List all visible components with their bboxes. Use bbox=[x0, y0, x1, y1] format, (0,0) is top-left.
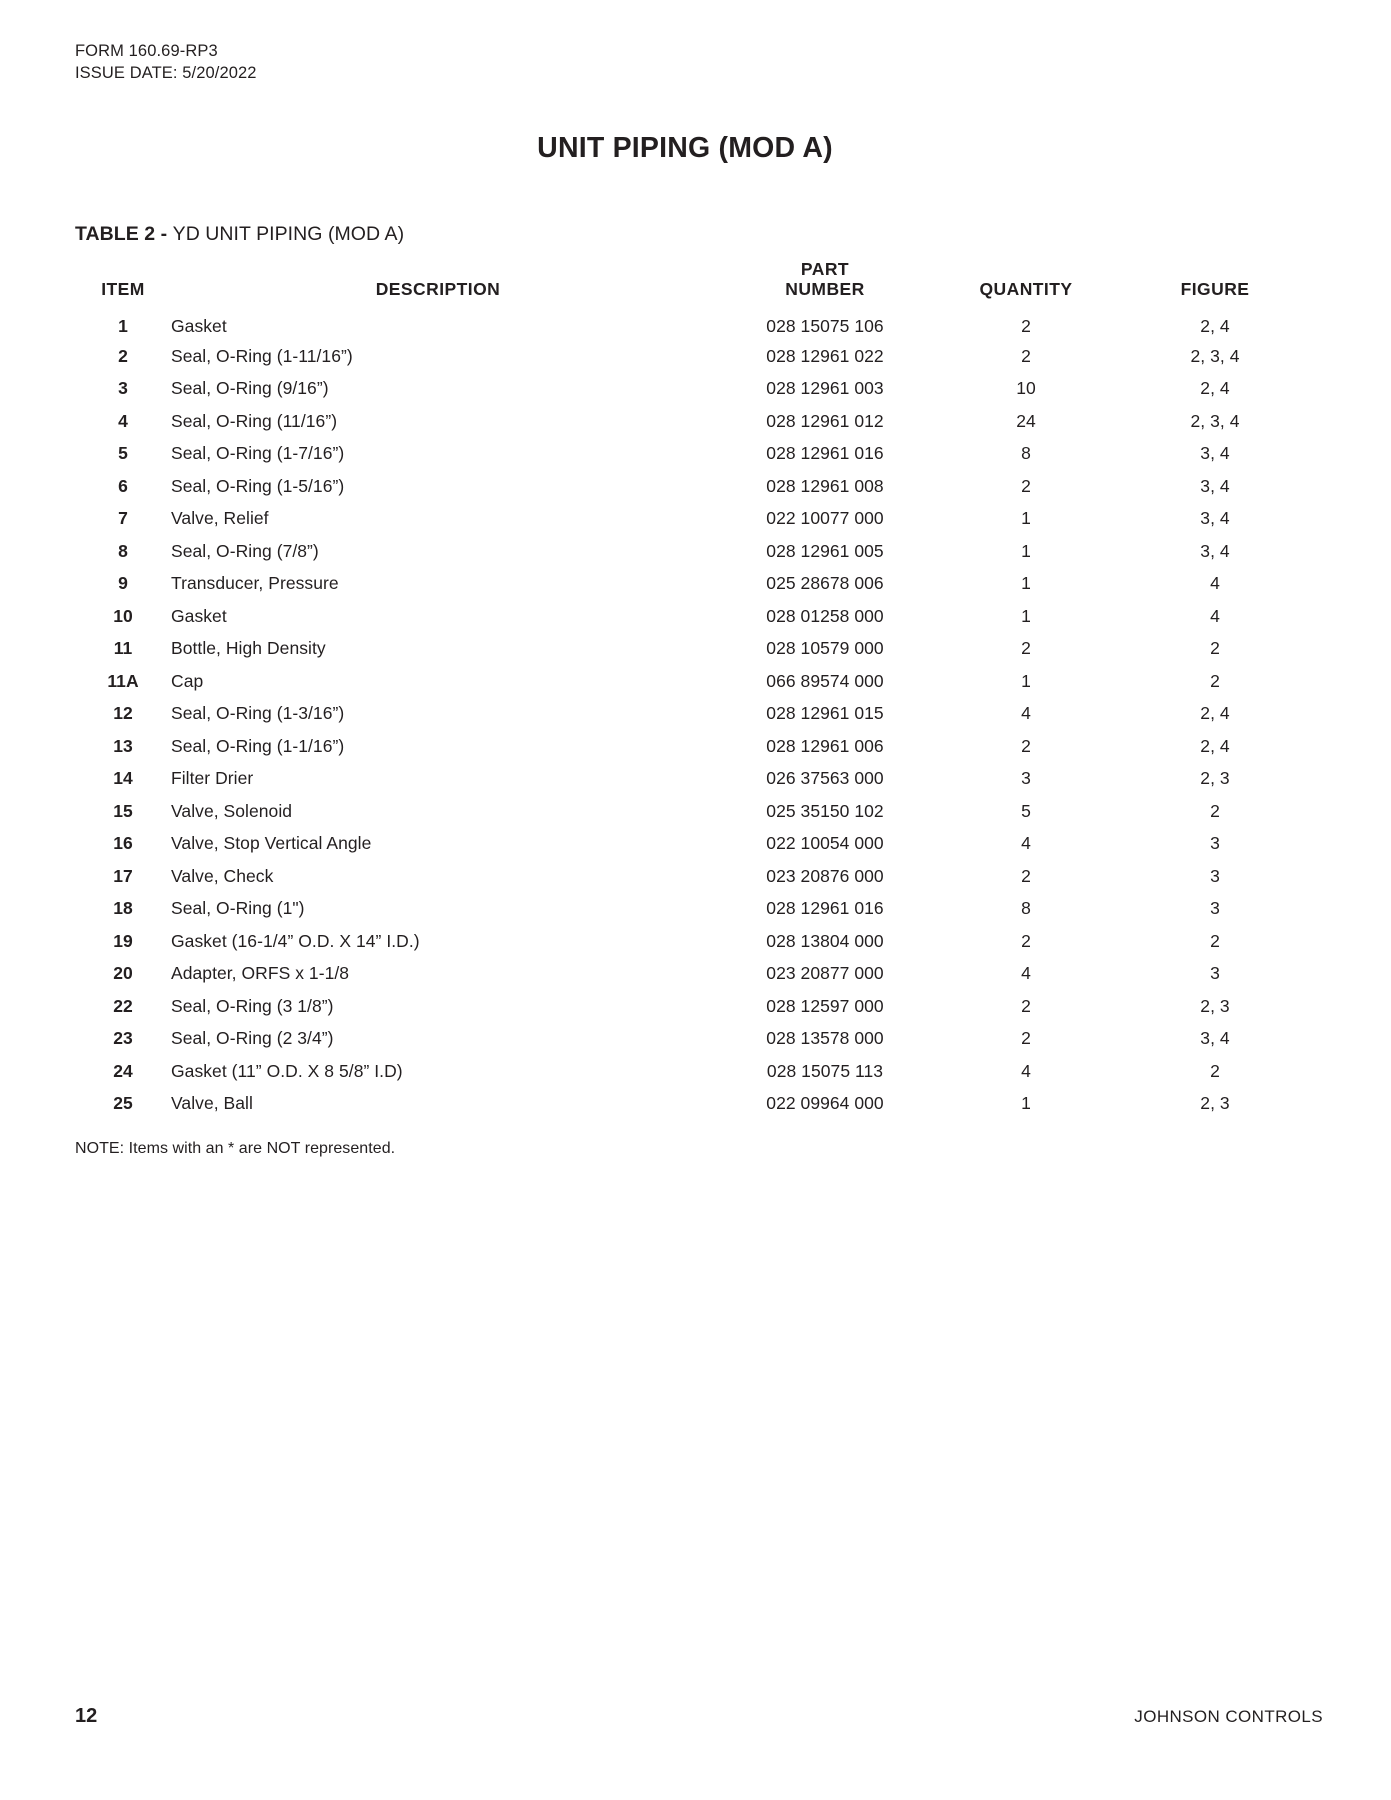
row-part-number: 066 89574 000 bbox=[766, 670, 884, 691]
row-figure: 2, 3 bbox=[1200, 995, 1230, 1016]
table-row bbox=[75, 892, 1323, 925]
row-description: Seal, O-Ring (1-11/16”) bbox=[171, 345, 353, 366]
table-note: NOTE: Items with an * are NOT represented. bbox=[75, 1140, 396, 1158]
row-item-number: 14 bbox=[113, 768, 133, 788]
row-part-number: 028 15075 113 bbox=[766, 1060, 884, 1081]
row-description: Valve, Relief bbox=[171, 508, 269, 528]
column-header-item: ITEM bbox=[101, 279, 145, 300]
table-row bbox=[75, 957, 1323, 990]
row-description: Seal, O-Ring (1-1/16”) bbox=[171, 735, 345, 756]
row-item-number: 10 bbox=[113, 605, 133, 626]
table-row bbox=[75, 599, 1323, 632]
table-row bbox=[75, 697, 1323, 730]
row-part-number: 028 12961 003 bbox=[766, 378, 884, 398]
page-footer bbox=[75, 1705, 1323, 1728]
row-figure: 2, 4 bbox=[1200, 378, 1230, 398]
table-row bbox=[75, 632, 1323, 665]
row-part-number: 023 20876 000 bbox=[766, 865, 884, 886]
row-description: Seal, O-Ring (3 1/8”) bbox=[171, 995, 334, 1016]
parts-table-body bbox=[75, 307, 1323, 1120]
table-row bbox=[75, 372, 1323, 405]
row-item-number: 25 bbox=[113, 1093, 133, 1113]
page-title: UNIT PIPING (MOD A) bbox=[537, 131, 833, 164]
row-quantity: 8 bbox=[1021, 443, 1031, 463]
row-description: Bottle, High Density bbox=[171, 638, 326, 658]
row-quantity: 5 bbox=[1021, 800, 1031, 821]
table-row bbox=[75, 1022, 1323, 1055]
row-figure: 3 bbox=[1210, 898, 1220, 918]
row-quantity: 8 bbox=[1021, 898, 1031, 918]
row-figure: 2 bbox=[1210, 930, 1220, 951]
row-description: Seal, O-Ring (7/8”) bbox=[171, 540, 319, 561]
row-description: Gasket (16-1/4” O.D. X 14” I.D.) bbox=[171, 930, 420, 951]
row-figure: 3 bbox=[1210, 963, 1220, 983]
table-row bbox=[75, 989, 1323, 1022]
row-part-number: 025 28678 006 bbox=[766, 573, 884, 593]
row-item-number: 4 bbox=[118, 410, 128, 431]
row-item-number: 23 bbox=[113, 1028, 133, 1048]
row-quantity: 3 bbox=[1021, 768, 1031, 788]
column-header-part-line1: PART bbox=[800, 258, 850, 279]
row-part-number: 025 35150 102 bbox=[766, 800, 884, 821]
row-quantity: 2 bbox=[1021, 995, 1031, 1016]
row-figure: 2 bbox=[1210, 670, 1220, 691]
row-description: Transducer, Pressure bbox=[171, 573, 339, 593]
row-item-number: 19 bbox=[113, 930, 133, 951]
row-item-number: 20 bbox=[113, 963, 133, 983]
table-row bbox=[75, 762, 1323, 795]
row-part-number: 028 12961 022 bbox=[766, 345, 884, 366]
row-quantity: 2 bbox=[1021, 345, 1031, 366]
row-quantity: 2 bbox=[1021, 316, 1031, 336]
table-caption bbox=[75, 223, 1323, 246]
row-item-number: 15 bbox=[113, 800, 133, 821]
page-number: 12 bbox=[75, 1705, 98, 1727]
row-part-number: 028 12961 015 bbox=[766, 703, 884, 723]
row-quantity: 1 bbox=[1021, 605, 1031, 626]
row-quantity: 1 bbox=[1021, 573, 1031, 593]
table-row bbox=[75, 1054, 1323, 1087]
row-description: Valve, Check bbox=[171, 865, 274, 886]
row-quantity: 2 bbox=[1021, 475, 1031, 496]
row-quantity: 1 bbox=[1021, 670, 1031, 691]
row-part-number: 028 12961 006 bbox=[766, 735, 884, 756]
row-item-number: 12 bbox=[113, 703, 133, 723]
row-item-number: 7 bbox=[118, 508, 128, 528]
row-description: Seal, O-Ring (9/16”) bbox=[171, 378, 329, 398]
row-quantity: 2 bbox=[1021, 1028, 1031, 1048]
table-row bbox=[75, 469, 1323, 502]
row-item-number: 2 bbox=[118, 345, 128, 366]
row-figure: 2, 3 bbox=[1200, 1093, 1230, 1113]
row-item-number: 24 bbox=[113, 1060, 133, 1081]
row-figure: 3, 4 bbox=[1200, 475, 1230, 496]
table-caption-text: YD UNIT PIPING (MOD A) bbox=[172, 222, 405, 245]
row-quantity: 24 bbox=[1016, 410, 1036, 431]
row-part-number: 028 12961 016 bbox=[766, 443, 884, 463]
column-header-part-number bbox=[705, 259, 945, 307]
row-description: Seal, O-Ring (1-3/16”) bbox=[171, 703, 345, 723]
row-quantity: 4 bbox=[1021, 833, 1031, 853]
table-header-row bbox=[75, 259, 1323, 307]
row-figure: 2, 3 bbox=[1200, 768, 1230, 788]
row-item-number: 3 bbox=[118, 378, 128, 398]
row-description: Gasket bbox=[171, 605, 227, 626]
row-part-number: 028 15075 106 bbox=[766, 316, 884, 336]
row-description: Seal, O-Ring (1-7/16”) bbox=[171, 443, 345, 463]
row-figure: 4 bbox=[1210, 573, 1220, 593]
row-quantity: 1 bbox=[1021, 508, 1031, 528]
column-header-quantity: QUANTITY bbox=[979, 279, 1073, 300]
table-row bbox=[75, 534, 1323, 567]
row-figure: 3, 4 bbox=[1200, 540, 1230, 561]
row-item-number: 5 bbox=[118, 443, 128, 463]
row-description: Seal, O-Ring (11/16”) bbox=[171, 410, 338, 431]
table-row bbox=[75, 924, 1323, 957]
row-part-number: 026 37563 000 bbox=[766, 768, 884, 788]
row-item-number: 6 bbox=[118, 475, 128, 496]
column-header-part-line2: NUMBER bbox=[785, 279, 865, 300]
row-quantity: 4 bbox=[1021, 963, 1031, 983]
row-figure: 3, 4 bbox=[1200, 508, 1230, 528]
table-row bbox=[75, 729, 1323, 762]
row-item-number: 13 bbox=[113, 735, 133, 756]
row-item-number: 8 bbox=[118, 540, 128, 561]
row-part-number: 028 10579 000 bbox=[766, 638, 884, 658]
table-row bbox=[75, 859, 1323, 892]
parts-table bbox=[75, 259, 1323, 1120]
row-description: Seal, O-Ring (2 3/4”) bbox=[171, 1028, 334, 1048]
row-part-number: 028 12961 012 bbox=[766, 410, 884, 431]
row-quantity: 1 bbox=[1021, 540, 1031, 561]
row-figure: 4 bbox=[1210, 605, 1220, 626]
row-quantity: 2 bbox=[1021, 638, 1031, 658]
column-header-figure: FIGURE bbox=[1180, 279, 1250, 300]
table-row bbox=[75, 827, 1323, 860]
row-quantity: 4 bbox=[1021, 1060, 1031, 1081]
row-description: Valve, Solenoid bbox=[171, 800, 293, 821]
row-figure: 2 bbox=[1210, 638, 1220, 658]
row-quantity: 2 bbox=[1021, 735, 1031, 756]
row-part-number: 028 12597 000 bbox=[766, 995, 884, 1016]
brand-name: JOHNSON CONTROLS bbox=[1134, 1707, 1323, 1726]
row-item-number: 1 bbox=[118, 316, 128, 336]
row-part-number: 028 12961 016 bbox=[766, 898, 884, 918]
row-item-number: 11A bbox=[107, 670, 139, 691]
row-item-number: 22 bbox=[113, 995, 133, 1016]
parts-table-header bbox=[75, 259, 1323, 307]
row-part-number: 022 10054 000 bbox=[766, 833, 884, 853]
row-item-number: 9 bbox=[118, 573, 128, 593]
row-quantity: 2 bbox=[1021, 930, 1031, 951]
row-figure: 2, 3, 4 bbox=[1190, 410, 1240, 431]
row-part-number: 028 13578 000 bbox=[766, 1028, 884, 1048]
row-part-number: 028 12961 005 bbox=[766, 540, 884, 561]
row-figure: 3, 4 bbox=[1200, 443, 1230, 463]
row-figure: 2, 3, 4 bbox=[1190, 345, 1240, 366]
row-quantity: 2 bbox=[1021, 865, 1031, 886]
table-row bbox=[75, 307, 1323, 340]
row-item-number: 16 bbox=[113, 833, 133, 853]
table-row bbox=[75, 664, 1323, 697]
row-part-number: 028 13804 000 bbox=[766, 930, 884, 951]
document-header bbox=[75, 41, 1323, 85]
table-row bbox=[75, 437, 1323, 470]
row-part-number: 023 20877 000 bbox=[766, 963, 884, 983]
row-figure: 3 bbox=[1210, 865, 1220, 886]
row-part-number: 028 12961 008 bbox=[766, 475, 884, 496]
issue-date: ISSUE DATE: 5/20/2022 bbox=[75, 63, 257, 82]
row-quantity: 10 bbox=[1016, 378, 1036, 398]
row-description: Gasket bbox=[171, 316, 227, 336]
row-figure: 2 bbox=[1210, 1060, 1220, 1081]
row-figure: 2 bbox=[1210, 800, 1220, 821]
row-quantity: 4 bbox=[1021, 703, 1031, 723]
row-part-number: 022 09964 000 bbox=[766, 1093, 884, 1113]
table-caption-label: TABLE 2 - bbox=[75, 222, 173, 245]
row-item-number: 17 bbox=[113, 865, 133, 886]
row-description: Gasket (11” O.D. X 8 5/8” I.D) bbox=[171, 1060, 403, 1081]
column-header-description: DESCRIPTION bbox=[375, 279, 501, 300]
row-item-number: 18 bbox=[113, 898, 133, 918]
row-figure: 2, 4 bbox=[1200, 316, 1230, 336]
row-description: Seal, O-Ring (1-5/16”) bbox=[171, 475, 345, 496]
form-number: FORM 160.69-RP3 bbox=[75, 42, 218, 60]
row-description: Valve, Stop Vertical Angle bbox=[171, 833, 372, 853]
row-part-number: 028 01258 000 bbox=[766, 605, 884, 626]
table-row bbox=[75, 567, 1323, 600]
row-description: Seal, O-Ring (1") bbox=[171, 898, 305, 918]
row-figure: 3 bbox=[1210, 833, 1220, 853]
table-row bbox=[75, 502, 1323, 535]
row-description: Adapter, ORFS x 1-1/8 bbox=[171, 963, 350, 983]
row-description: Cap bbox=[171, 670, 204, 691]
row-description: Valve, Ball bbox=[171, 1093, 253, 1113]
row-description: Filter Drier bbox=[171, 768, 254, 788]
table-row bbox=[75, 794, 1323, 827]
row-figure: 2, 4 bbox=[1200, 703, 1230, 723]
row-part-number: 022 10077 000 bbox=[766, 508, 884, 528]
table-row bbox=[75, 1087, 1323, 1120]
row-figure: 3, 4 bbox=[1200, 1028, 1230, 1048]
table-row bbox=[75, 404, 1323, 437]
table-row bbox=[75, 339, 1323, 372]
row-item-number: 11 bbox=[113, 638, 133, 658]
row-figure: 2, 4 bbox=[1200, 735, 1230, 756]
row-quantity: 1 bbox=[1021, 1093, 1031, 1113]
